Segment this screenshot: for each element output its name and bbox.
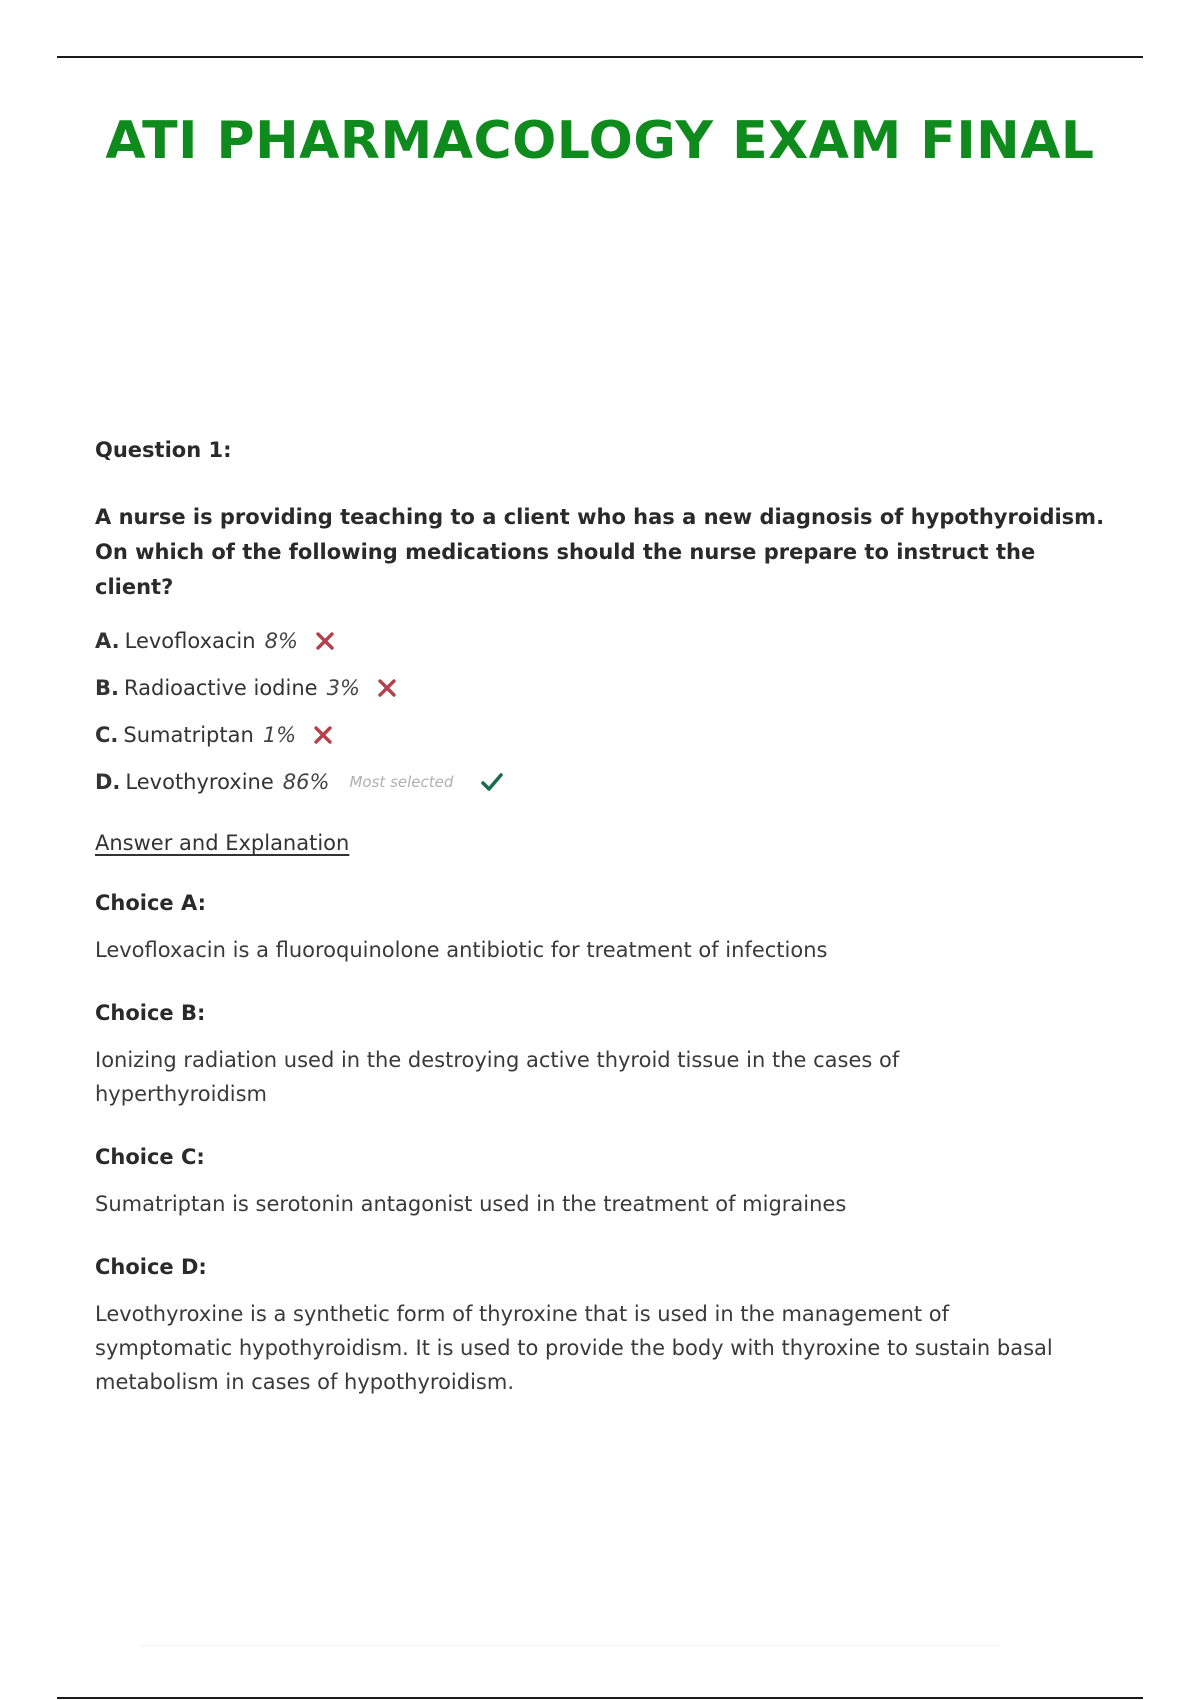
option-letter: B. <box>95 675 119 700</box>
option-percent: 8% <box>264 628 298 653</box>
option-text: Levofloxacin <box>124 628 256 653</box>
option-percent: 86% <box>282 769 330 794</box>
top-rule <box>57 56 1143 58</box>
option-letter: A. <box>95 628 120 653</box>
question-number: Question 1: <box>95 438 232 462</box>
option-b[interactable] <box>95 664 1105 711</box>
document-title: ATI PHARMACOLOGY EXAM FINAL <box>105 110 1095 171</box>
x-mark-icon <box>374 675 400 701</box>
answer-explanation-link[interactable]: Answer and Explanation <box>95 831 350 855</box>
choice-b-explanation <box>95 1001 1105 1111</box>
footer-divider <box>140 1645 1000 1646</box>
most-selected-note: Most selected <box>349 772 454 791</box>
question-card <box>95 438 1105 1399</box>
option-a[interactable] <box>95 617 1105 664</box>
option-text: Levothyroxine <box>125 769 274 794</box>
check-mark-icon <box>479 769 505 795</box>
option-text: Radioactive iodine <box>123 675 318 700</box>
choice-text: Ionizing radiation used in the destroying active thyroid tissue in the cases of hyperthyroidism <box>95 1048 900 1106</box>
choice-text: Levothyroxine is a synthetic form of thyroxine that is used in the management of symptomatic hypothyroidism. It is used to provide the body with thyroxine to sustain basal metabolism in cases of hypothyroidism. <box>95 1302 1053 1394</box>
choice-d-explanation <box>95 1255 1105 1399</box>
bottom-rule <box>57 1697 1143 1699</box>
answer-options <box>95 617 1105 805</box>
choice-a-explanation <box>95 891 1105 967</box>
choice-label: Choice D: <box>95 1255 207 1279</box>
choice-label: Choice C: <box>95 1145 205 1169</box>
option-d[interactable] <box>95 758 1105 805</box>
option-text: Sumatriptan <box>123 722 254 747</box>
option-letter: C. <box>95 722 119 747</box>
option-percent: 3% <box>326 675 360 700</box>
choice-text: Levofloxacin is a fluoroquinolone antibiotic for treatment of infections <box>95 938 828 962</box>
choice-text: Sumatriptan is serotonin antagonist used in the treatment of migraines <box>95 1192 847 1216</box>
option-letter: D. <box>95 769 121 794</box>
choice-label: Choice B: <box>95 1001 206 1025</box>
question-text: A nurse is providing teaching to a client who has a new diagnosis of hypothyroidism. On which of the following medications should the nurse prepare to instruct the client? <box>95 505 1105 599</box>
option-c[interactable] <box>95 711 1105 758</box>
x-mark-icon <box>310 722 336 748</box>
choice-label: Choice A: <box>95 891 207 915</box>
x-mark-icon <box>312 628 338 654</box>
option-percent: 1% <box>262 722 297 747</box>
choice-c-explanation <box>95 1145 1105 1221</box>
